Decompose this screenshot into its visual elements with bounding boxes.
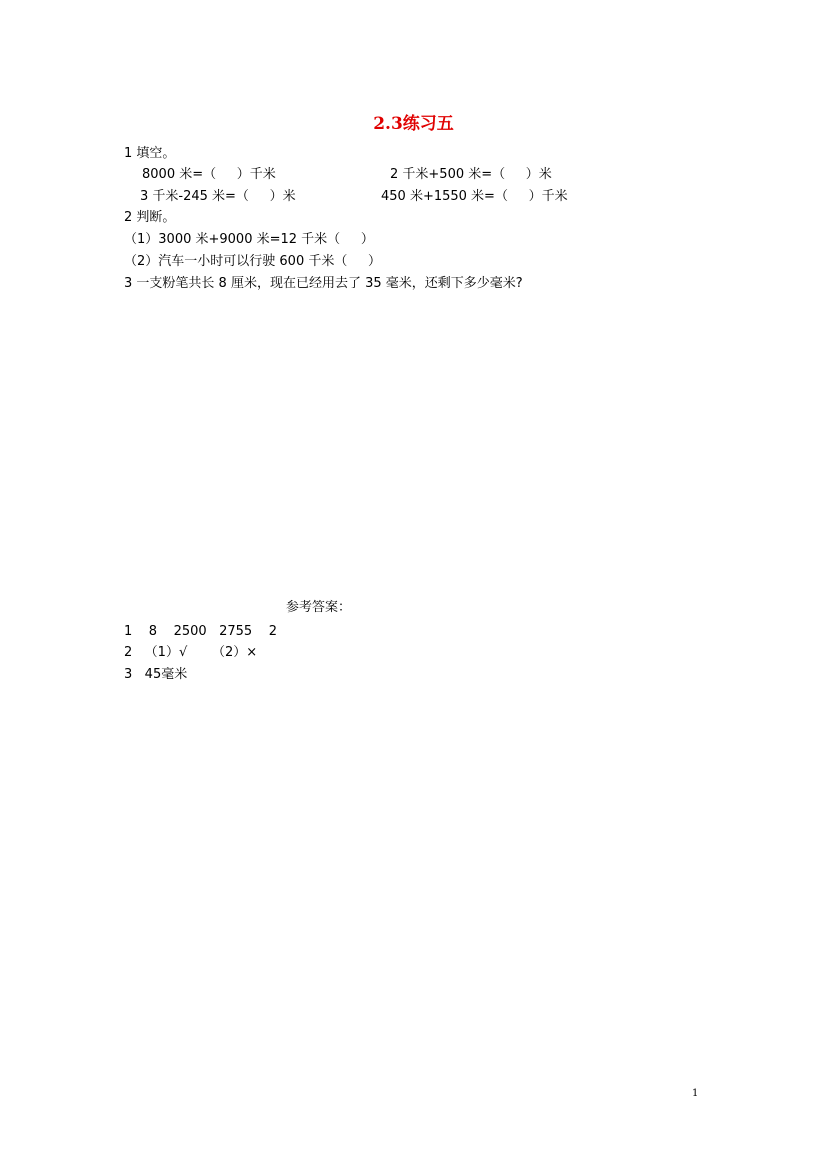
question-1-item-c: 3 千米-245 米=（ ）米 xyxy=(140,189,296,204)
answer-line-2: 2 （1）√ （2）× xyxy=(124,645,258,660)
answers-heading: 参考答案： xyxy=(286,600,352,615)
answer-line-3: 3 45毫米 xyxy=(124,667,188,682)
question-2-item-b: （2）汽车一小时可以行驶 600 千米（ ） xyxy=(124,254,382,269)
page-title: 2.3练习五 xyxy=(373,114,454,134)
question-1-item-a: 8000 米=（ ）千米 xyxy=(142,167,276,182)
question-1-item-d: 450 米+1550 米=（ ）千米 xyxy=(381,189,568,204)
question-2-item-a: （1）3000 米+9000 米=12 千米（ ） xyxy=(124,232,374,247)
question-1-heading: 1 填空。 xyxy=(124,146,176,161)
page-number: 1 xyxy=(692,1088,699,1099)
question-1-item-b: 2 千米+500 米=（ ）米 xyxy=(390,167,552,182)
question-2-heading: 2 判断。 xyxy=(124,210,176,225)
question-3-text: 3 一支粉笔共长 8 厘米，现在已经用去了 35 毫米，还剩下多少毫米? xyxy=(124,276,523,291)
answer-line-1: 1 8 2500 2755 2 xyxy=(124,624,277,639)
